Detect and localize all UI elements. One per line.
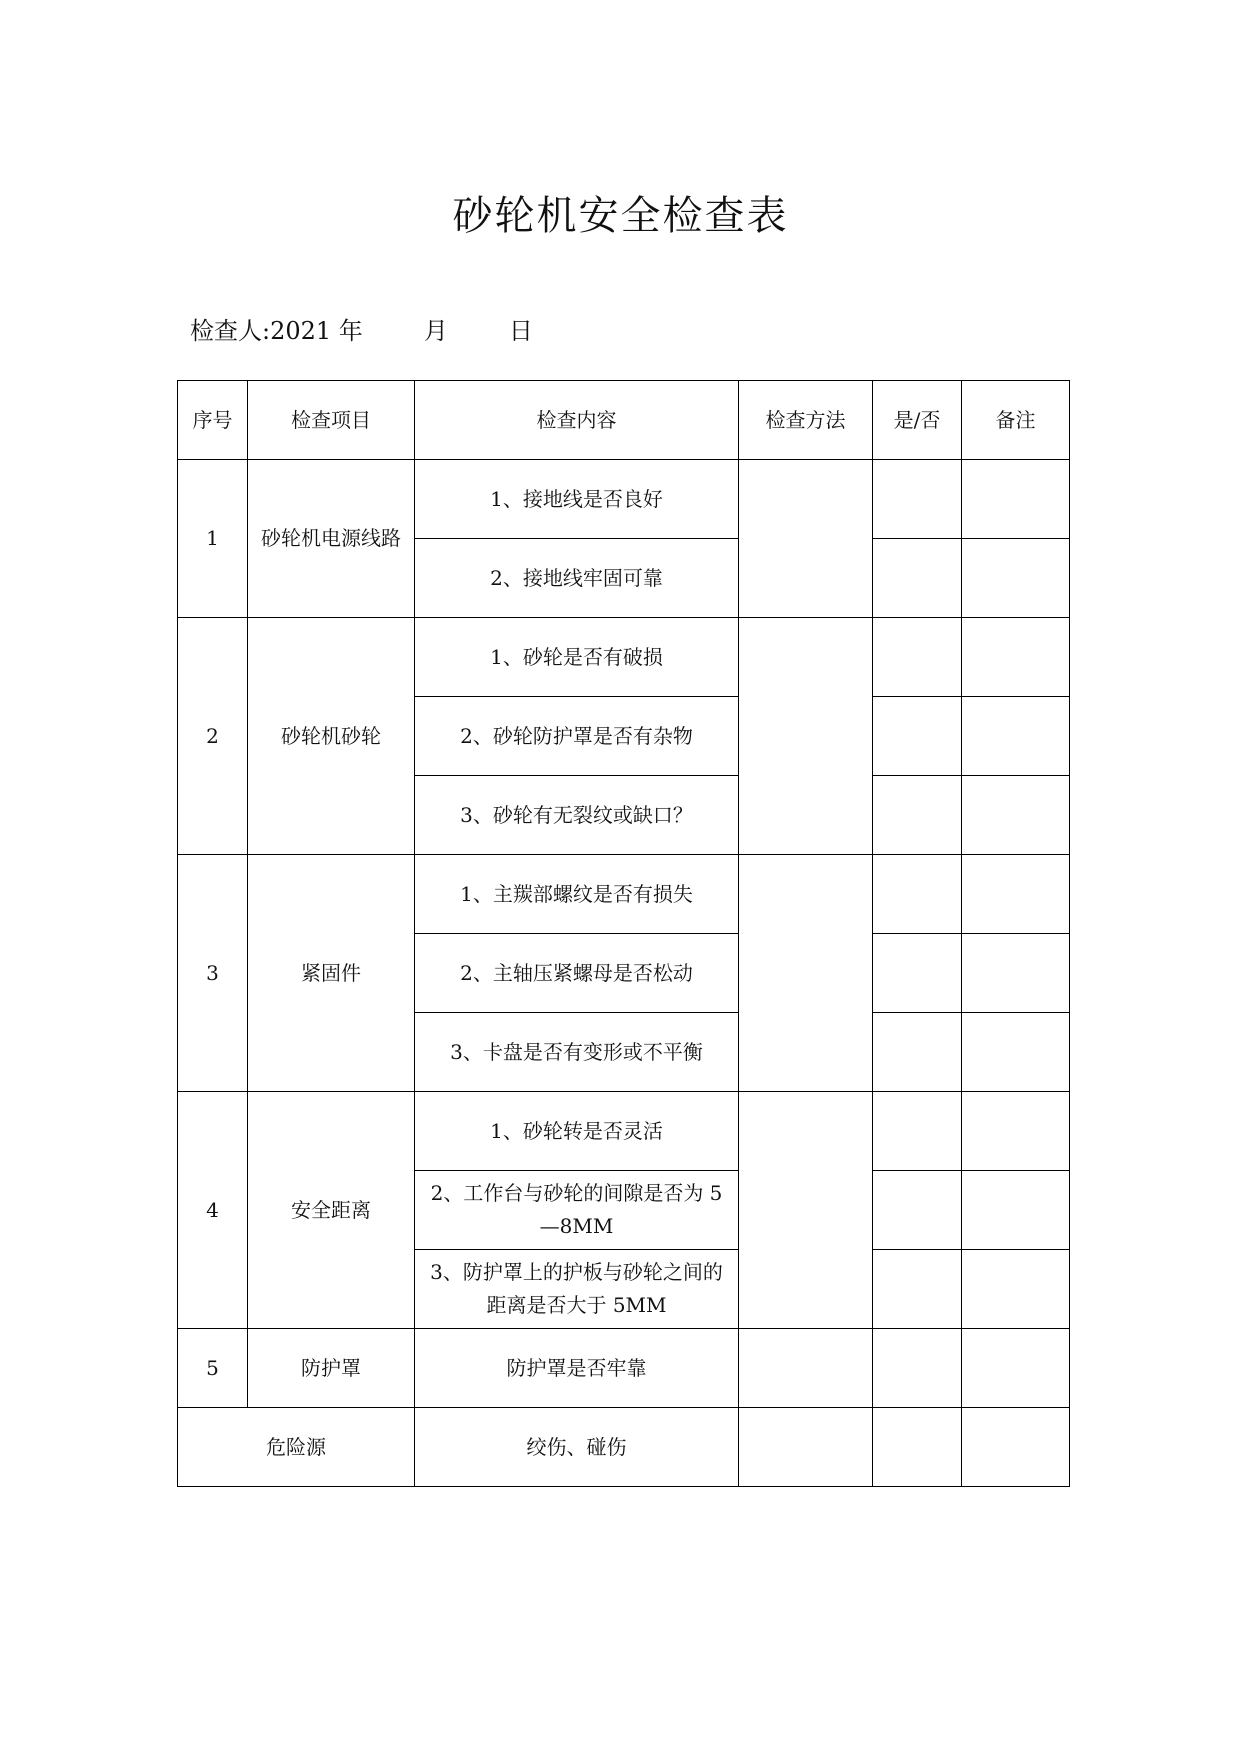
group-item: 安全距离 (248, 1092, 415, 1329)
group-no: 3 (178, 855, 248, 1092)
method-cell[interactable] (739, 855, 873, 1092)
document-title: 砂轮机安全检查表 (452, 193, 789, 239)
method-cell[interactable] (739, 460, 873, 618)
hazard-content: 绞伤、碰伤 (415, 1408, 739, 1487)
yes-no-cell[interactable] (873, 1329, 962, 1408)
check-content: 1、砂轮转是否灵活 (415, 1092, 739, 1171)
check-content: 1、砂轮是否有破损 (415, 618, 739, 697)
method-cell[interactable] (739, 1092, 873, 1329)
group-no: 1 (178, 460, 248, 618)
yes-no-cell[interactable] (873, 618, 962, 697)
remark-cell[interactable] (962, 1092, 1070, 1171)
yes-no-cell[interactable] (873, 1250, 962, 1329)
check-content: 3、卡盘是否有变形或不平衡 (415, 1013, 739, 1092)
group-no: 5 (178, 1329, 248, 1408)
remark-cell[interactable] (962, 1171, 1070, 1250)
check-content: 2、砂轮防护罩是否有杂物 (415, 697, 739, 776)
check-content: 3、防护罩上的护板与砂轮之间的距离是否大于 5MM (415, 1250, 739, 1329)
table-row (178, 460, 1070, 539)
check-content: 1、主羰部螺纹是否有损失 (415, 855, 739, 934)
table-row (178, 618, 1070, 697)
yes-no-cell[interactable] (873, 776, 962, 855)
remark-cell[interactable] (962, 1250, 1070, 1329)
header-item: 检查项目 (248, 381, 415, 460)
remark-cell[interactable] (962, 1408, 1070, 1487)
yes-no-cell[interactable] (873, 934, 962, 1013)
inspection-table (177, 380, 1070, 1487)
yes-no-cell[interactable] (873, 1408, 962, 1487)
header-content: 检查内容 (415, 381, 739, 460)
remark-cell[interactable] (962, 855, 1070, 934)
remark-cell[interactable] (962, 697, 1070, 776)
method-cell[interactable] (739, 1329, 873, 1408)
header-remark: 备注 (962, 381, 1070, 460)
yes-no-cell[interactable] (873, 1013, 962, 1092)
yes-no-cell[interactable] (873, 1171, 962, 1250)
group-item: 砂轮机电源线路 (248, 460, 415, 618)
remark-cell[interactable] (962, 1013, 1070, 1092)
yes-no-cell[interactable] (873, 855, 962, 934)
group-item: 砂轮机砂轮 (248, 618, 415, 855)
header-method: 检查方法 (739, 381, 873, 460)
check-content: 2、主轴压紧螺母是否松动 (415, 934, 739, 1013)
remark-cell[interactable] (962, 776, 1070, 855)
yes-no-cell[interactable] (873, 460, 962, 539)
method-cell[interactable] (739, 1408, 873, 1487)
group-no: 4 (178, 1092, 248, 1329)
check-content: 1、接地线是否良好 (415, 460, 739, 539)
yes-no-cell[interactable] (873, 539, 962, 618)
table-row (178, 1329, 1070, 1408)
remark-cell[interactable] (962, 460, 1070, 539)
group-item: 紧固件 (248, 855, 415, 1092)
hazard-row (178, 1408, 1070, 1487)
yes-no-cell[interactable] (873, 697, 962, 776)
remark-cell[interactable] (962, 618, 1070, 697)
table-row (178, 1092, 1070, 1171)
hazard-label: 危险源 (178, 1408, 415, 1487)
check-content: 3、砂轮有无裂纹或缺口？ (415, 776, 739, 855)
method-cell[interactable] (739, 618, 873, 855)
group-item: 防护罩 (248, 1329, 415, 1408)
check-content: 防护罩是否牢靠 (415, 1329, 739, 1408)
inspector-date-line: 检查人:2021 年 月 日 (190, 317, 533, 345)
check-content: 2、工作台与砂轮的间隙是否为 5—8MM (415, 1171, 739, 1250)
group-no: 2 (178, 618, 248, 855)
header-row (178, 381, 1070, 460)
header-no: 序号 (178, 381, 248, 460)
remark-cell[interactable] (962, 1329, 1070, 1408)
table-row (178, 855, 1070, 934)
yes-no-cell[interactable] (873, 1092, 962, 1171)
check-content: 2、接地线牢固可靠 (415, 539, 739, 618)
remark-cell[interactable] (962, 934, 1070, 1013)
remark-cell[interactable] (962, 539, 1070, 618)
header-yes-no: 是/否 (873, 381, 962, 460)
